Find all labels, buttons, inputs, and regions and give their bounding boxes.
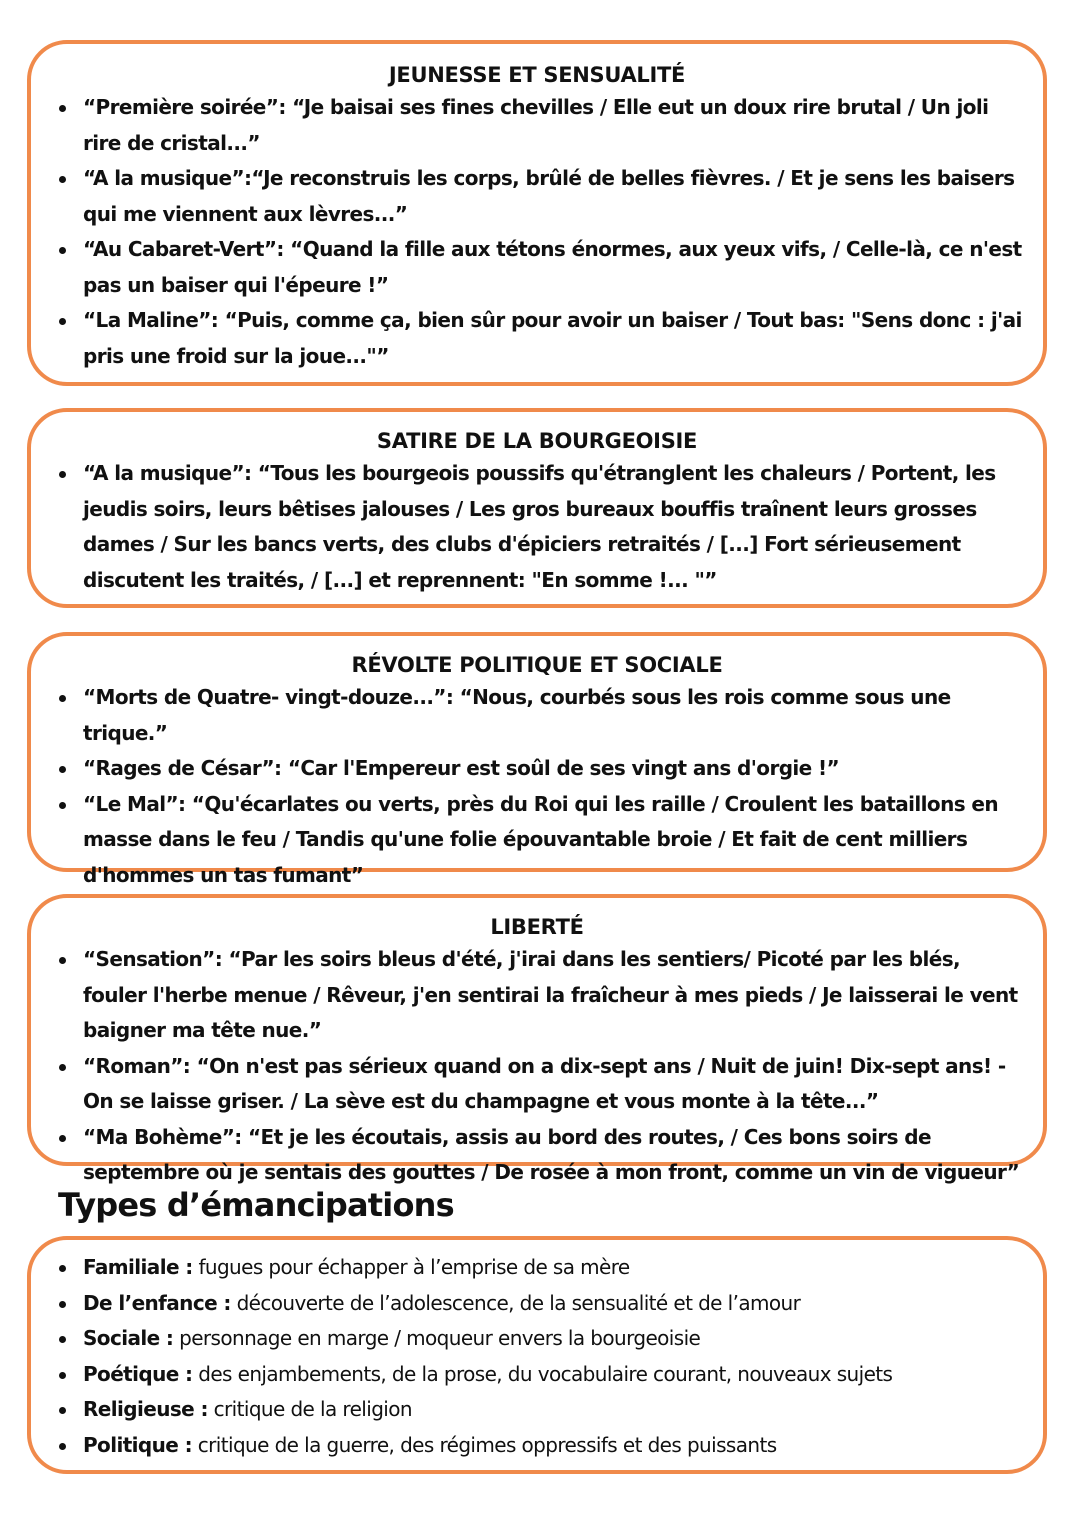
type-text: critique de la guerre, des régimes oppressifs et des puissants (197, 1432, 777, 1457)
type-text: des enjambements, de la prose, du vocabulaire courant, nouveaux sujets (198, 1361, 893, 1386)
quote-item: “La Maline”: “Puis, comme ça, bien sûr pour avoir un baiser / Tout bas: "Sens donc : j'ai pris une froid sur la joue..."” (31, 303, 1043, 374)
quote-list (31, 942, 1043, 1191)
types-list (31, 1250, 1043, 1463)
quote-list (31, 456, 1043, 598)
type-item (31, 1357, 1043, 1393)
types-heading: Types d’émancipations (58, 1186, 454, 1224)
quote-item: “Rages de César”: “Car l'Empereur est soûl de ses vingt ans d'orgie !” (31, 751, 1043, 787)
section-title: SATIRE DE LA BOURGEOISIE (376, 429, 698, 453)
section-title: JEUNESSE ET SENSUALITÉ (388, 63, 686, 87)
quote-item: “Le Mal”: “Qu'écarlates ou verts, près du Roi qui les raille / Croulent les bataillons en masse dans le feu / Tandis qu'une folie épouvantable broie / Et fait de cent milliers d'hommes un tas fumant” (31, 787, 1043, 894)
types-box (27, 1236, 1047, 1474)
quote-item: “Au Cabaret-Vert”: “Quand la fille aux tétons énormes, aux yeux vifs, / Celle-là, ce n'est pas un baiser qui l'épeure !” (31, 232, 1043, 303)
quote-item: “Sensation”: “Par les soirs bleus d'été, j'irai dans les sentiers/ Picoté par les blés, fouler l'herbe menue / Rêveur, j'en sentirai la fraîcheur à mes pieds / Je laisserai le vent baigner ma tête nue.” (31, 942, 1043, 1049)
quote-list (31, 90, 1043, 374)
quote-item: “Roman”: “On n'est pas sérieux quand on a dix-sept ans / Nuit de juin! Dix-sept ans! - On se laisse griser. / La sève est du champagne et vous monte à la tête...” (31, 1049, 1043, 1120)
type-label: De l’enfance : (83, 1290, 231, 1315)
type-label: Religieuse : (83, 1397, 208, 1421)
quote-item: “Première soirée”: “Je baisai ses fines chevilles / Elle eut un doux rire brutal / Un joli rire de cristal...” (31, 90, 1043, 161)
type-item (31, 1392, 1043, 1428)
quote-item: “A la musique”:“Je reconstruis les corps, brûlé de belles fièvres. / Et je sens les baisers qui me viennent aux lèvres...” (31, 161, 1043, 232)
quote-list (31, 680, 1043, 929)
type-item (31, 1250, 1043, 1286)
type-label: Poétique : (83, 1361, 193, 1386)
section-title: LIBERTÉ (490, 915, 584, 939)
type-label: Familiale : (83, 1255, 193, 1279)
type-label: Politique : (83, 1432, 193, 1457)
type-text: critique de la religion (213, 1397, 412, 1421)
quote-item: “Ma Bohème”: “Et je les écoutais, assis au bord des routes, / Ces bons soirs de septembre où je sentais des gouttes / De rosée à mon front, comme un vin de vigueur” (31, 1120, 1043, 1191)
type-item (31, 1286, 1043, 1322)
type-text: fugues pour échapper à l’emprise de sa mère (198, 1255, 630, 1279)
type-text: personnage en marge / moqueur envers la bourgeoisie (179, 1326, 701, 1350)
section-satire (27, 408, 1047, 608)
quote-item: “A la musique”: “Tous les bourgeois poussifs qu'étranglent les chaleurs / Portent, les jeudis soirs, leurs bêtises jalouses / Les gros bureaux bouffis traînent leurs grosses dames / Sur les bancs verts, des clubs d'épiciers retraités / [...] Fort sérieusement discutent les traités, / [...] et reprennent: "En somme !... "” (31, 456, 1043, 598)
quote-item: “Morts de Quatre- vingt-douze...”: “Nous, courbés sous les rois comme sous une trique.” (31, 680, 1043, 751)
section-jeunesse (27, 40, 1047, 386)
type-item (31, 1321, 1043, 1357)
section-revolte (27, 632, 1047, 887)
type-text: découverte de l’adolescence, de la sensualité et de l’amour (236, 1290, 801, 1315)
type-label: Sociale : (83, 1326, 174, 1350)
section-title: RÉVOLTE POLITIQUE ET SOCIALE (351, 653, 723, 677)
section-liberte (27, 894, 1047, 1184)
type-item (31, 1428, 1043, 1464)
